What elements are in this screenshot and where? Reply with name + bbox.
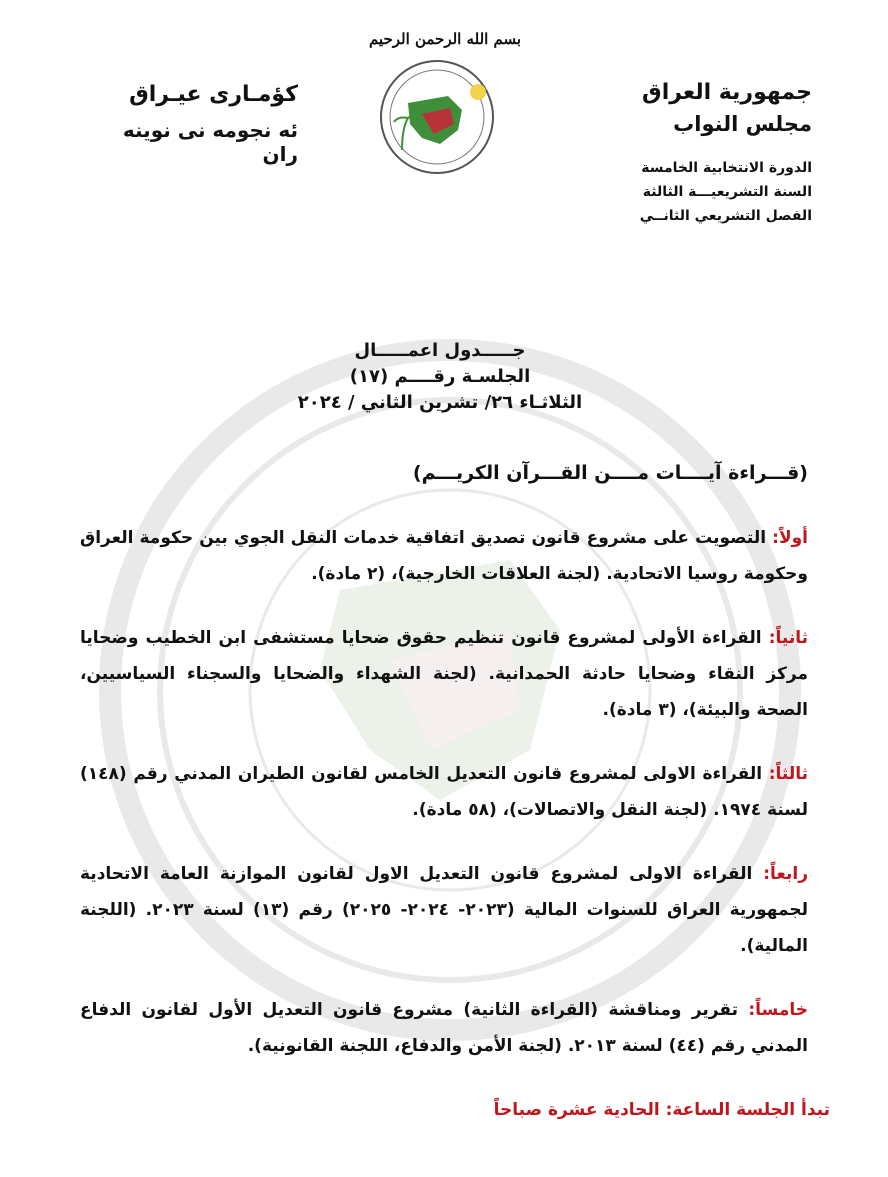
basmala: بسم الله الرحمن الرحيم: [368, 30, 522, 48]
agenda-title: جـــــدول اعمـــــال: [354, 340, 526, 361]
item-label: أولاً:: [772, 528, 809, 548]
country-title: جمهورية العراق: [642, 80, 812, 105]
item-label: ثالثاً:: [768, 764, 808, 784]
item-text: التصويت على مشروع قانون تصديق اتفاقية خدمات النقل الجوي بين حكومة العراق وحكومة روسيا الاتحادية. (لجنة العلاقات الخارجية)، (٢ مادة).: [80, 528, 808, 584]
council-title: مجلس النواب: [673, 112, 812, 136]
item-text: القراءة الأولى لمشروع قانون تنظيم حقوق ضحايا مستشفى ابن الخطيب وضحايا مركز النقاء وضحايا حادثة الحمدانية. (لجنة الشهداء والضحايا والسجناء السياسيين، الصحة والبيئة)، (٣ مادة).: [80, 628, 808, 720]
agenda-item: [80, 620, 808, 728]
session-line: الدورة الانتخابية الخامسة: [641, 160, 812, 176]
agenda-item: [80, 992, 808, 1064]
agenda-item: [80, 756, 808, 828]
header-left-block: [88, 82, 298, 166]
session-date: الثلاثـاء ٢٦/ تشرين الثاني / ٢٠٢٤: [297, 392, 583, 413]
parliament-logo-icon: [378, 58, 496, 176]
session-line: الفصل التشريعي الثانــي: [639, 208, 812, 224]
country-title-kurdish: كؤمـارى عيـراق: [129, 82, 298, 107]
session-start-time: تبدأ الجلسة الساعة: الحادية عشرة صباحاً: [493, 1100, 830, 1120]
item-label: خامساً:: [748, 1000, 809, 1020]
session-line: السنة التشريعيـــة الثالثة: [642, 184, 812, 200]
council-title-kurdish: ئه نجومه نى نوينه ران: [122, 118, 298, 166]
agenda-body: [80, 462, 808, 1092]
agenda-item: [80, 520, 808, 592]
session-number: الجلسـة رقــــم (١٧): [349, 366, 531, 387]
item-text: تقرير ومناقشة (القراءة الثانية) مشروع قانون التعديل الأول لقانون الدفاع المدني رقم (٤٤) لسنة ٢٠١٣. (لجنة الأمن والدفاع، اللجنة القانونية).: [80, 1000, 808, 1056]
agenda-item: [80, 856, 808, 964]
item-text: القراءة الاولى لمشروع قانون التعديل الاول لقانون الموازنة العامة الاتحادية لجمهورية العراق للسنوات المالية (٢٠٢٣- ٢٠٢٤- ٢٠٢٥) رقم (١٣) لسنة ٢٠٢٣. (اللجنة المالية).: [80, 864, 809, 956]
item-label: ثانياً:: [768, 628, 809, 648]
item-label: رابعاً:: [763, 864, 809, 884]
agenda-heading: [230, 338, 650, 416]
header-right-block: [552, 80, 812, 228]
item-text: القراءة الاولى لمشروع قانون التعديل الخامس لقانون الطيران المدني رقم (١٤٨) لسنة ١٩٧٤. (لجنة النقل والاتصالات)، (٥٨ مادة).: [80, 764, 808, 820]
opening-line: (قـــراءة آيــــات مــــن القـــرآن الكريـــم): [412, 462, 808, 484]
